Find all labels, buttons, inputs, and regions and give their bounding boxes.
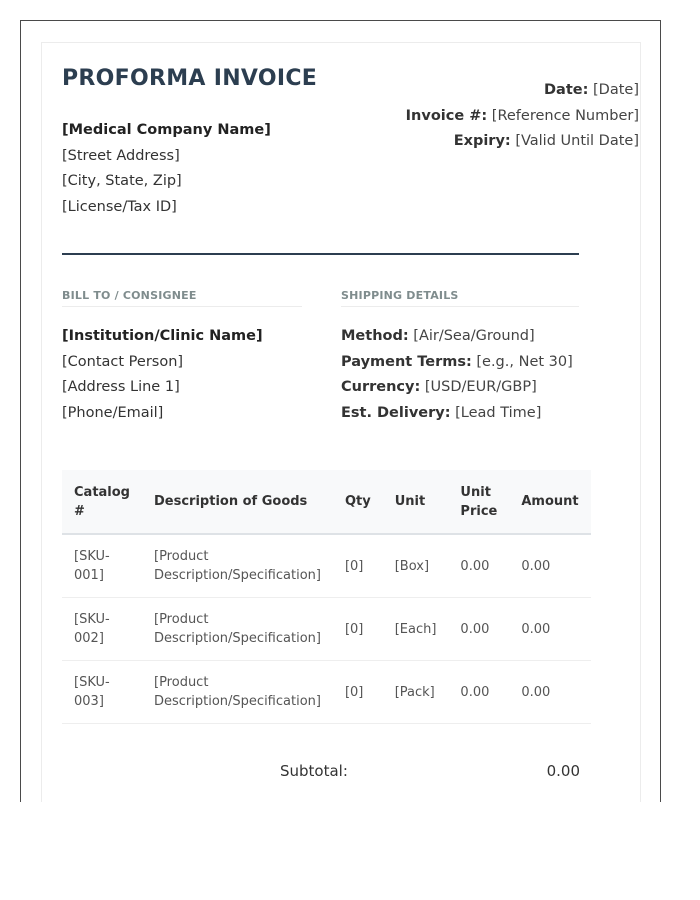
header-divider [62,253,579,255]
delivery-label: Est. Delivery: [341,405,451,422]
meta-expiry [406,129,639,155]
cell-catalog: [SKU-003] [62,661,142,724]
terms-value: [e.g., Net 30] [476,353,573,370]
invoice-number-value: [Reference Number] [491,107,639,124]
institution-name: [Institution/Clinic Name] [62,328,263,344]
cell-amount: 0.00 [509,661,590,724]
cell-amount: 0.00 [509,534,590,598]
expiry-value: [Valid Until Date] [515,133,639,149]
cell-catalog: [SKU-002] [62,598,142,661]
cell-qty: [0] [333,661,383,724]
cell-catalog: [SKU-001] [62,534,142,598]
currency-label: Currency: [341,379,421,396]
cell-qty: [0] [333,534,383,598]
currency-value: [USD/EUR/GBP] [424,379,537,396]
header-unit: Unit [383,470,449,534]
subtotal-label: Subtotal: [280,762,348,780]
header-catalog: Catalog # [62,470,142,534]
line-items-table [62,470,591,724]
phone-email: [Phone/Email] [62,405,164,422]
meta-date [406,78,639,104]
currency [341,375,573,401]
cell-amount: 0.00 [509,598,590,661]
company-block [62,118,271,220]
header-description: Description of Goods [142,470,333,534]
cell-description: [Product Description/Specification] [142,534,333,598]
delivery-value: [Lead Time] [455,405,542,422]
terms-label: Payment Terms: [341,353,472,370]
cell-qty: [0] [333,598,383,661]
invoice-meta [406,78,639,155]
shipping-heading: SHIPPING DETAILS [341,289,579,307]
bill-to-heading: BILL TO / CONSIGNEE [62,289,302,307]
company-license: [License/Tax ID] [62,198,177,215]
invoice-number-label: Invoice #: [405,107,488,124]
address-line: [Address Line 1] [62,379,180,396]
cell-unit: [Pack] [383,661,449,724]
contact-person: [Contact Person] [62,353,184,370]
cell-unit: [Each] [383,598,449,661]
est-delivery [341,401,573,427]
bill-to-block [62,324,263,427]
cell-unit: [Box] [383,534,449,598]
company-name: [Medical Company Name] [62,122,271,138]
company-city: [City, State, Zip] [62,173,182,189]
payment-terms [341,350,573,376]
company-street: [Street Address] [62,147,180,164]
header-amount: Amount [509,470,590,534]
table-row [62,534,591,598]
shipping-method [341,324,573,350]
date-value: [Date] [593,82,639,98]
cell-description: [Product Description/Specification] [142,661,333,724]
expiry-label: Expiry: [453,133,511,149]
table-header-row [62,470,591,534]
method-label: Method: [341,328,409,344]
cell-unit-price: 0.00 [448,598,509,661]
shipping-block [341,324,573,427]
invoice-title: PROFORMA INVOICE [62,66,318,91]
date-label: Date: [544,82,589,98]
cell-unit-price: 0.00 [448,534,509,598]
header-qty: Qty [333,470,383,534]
cell-description: [Product Description/Specification] [142,598,333,661]
cell-unit-price: 0.00 [448,661,509,724]
table-row [62,598,591,661]
method-value: [Air/Sea/Ground] [413,328,535,344]
meta-invoice-number [406,104,639,130]
header-unit-price: Unit Price [448,470,509,534]
table-row [62,661,591,724]
subtotal-value: 0.00 [546,762,580,780]
